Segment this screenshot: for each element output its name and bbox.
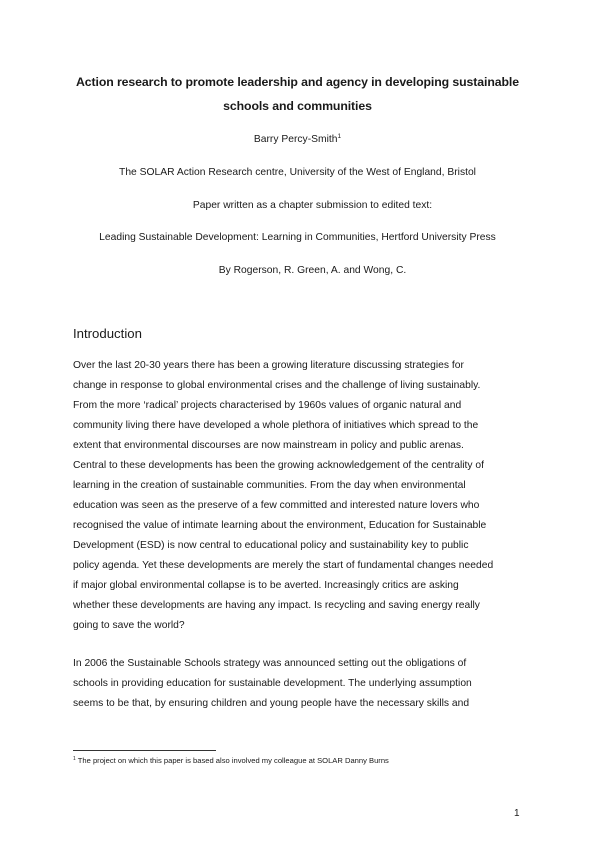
paragraph-line: From the more ‘radical’ projects characterised by 1960s values of organic natural and [73,400,462,411]
paragraph-line: Over the last 20-30 years there has been a growing literature discussing strategies for [73,360,464,371]
author-footnote-marker: 1 [337,133,342,140]
author-line [50,133,545,147]
author-name: Barry Percy-Smith [253,134,338,145]
footnote-marker: 1 [73,756,76,762]
paper-title [60,70,535,118]
paragraph-line: Central to these developments has been the growing acknowledgement of the centrality of [73,460,484,471]
paragraph-line: going to save the world? [73,620,185,631]
paragraph-line: recognised the value of intimate learning about the environment, Education for Sustainable [73,520,487,531]
paragraph-line: In 2006 the Sustainable Schools strategy was announced setting out the obligations of [73,658,467,669]
editors-line: By Rogerson, R. Green, A. and Wong, C. [218,265,407,276]
paragraph-line: education was seen as the preserve of a few committed and interested nature lovers who [73,500,480,511]
section-heading: Introduction [73,326,142,341]
paragraph-line: policy agenda. Yet these developments are merely the start of fundamental changes needed [73,560,494,571]
paragraph-line: if major global environmental collapse is to be averted. Increasingly critics are asking [73,580,459,591]
paragraph-line: extent that environmental discourses are now mainstream in policy and public arenas. [73,440,464,451]
submission-note: Paper written as a chapter submission to edited text: [192,200,433,211]
paragraph-line: learning in the creation of sustainable communities. From the day when environmental [73,480,466,491]
body-paragraph-1 [73,356,533,636]
footnote [73,756,389,766]
body-paragraph-2 [73,654,533,714]
title-line-2: schools and communities [223,99,372,113]
paragraph-line: schools in providing education for sustainable development. The underlying assumption [73,678,472,689]
affiliation: The SOLAR Action Research centre, University of the West of England, Bristol [119,167,476,178]
paragraph-line: whether these developments are having any impact. Is recycling and saving energy really [73,600,480,611]
footnote-divider [73,750,216,751]
page-number: 1 [514,808,520,819]
book-title: Leading Sustainable Development: Learning in Communities, Hertford University Press [99,232,496,243]
paragraph-line: Development (ESD) is now central to educational policy and sustainability key to public [73,540,469,551]
paragraph-line: community living there have developed a whole plethora of initiatives which spread to the [73,420,479,431]
footnote-text: The project on which this paper is based also involved my colleague at SOLAR Danny Burns [77,756,389,765]
title-line-1: Action research to promote leadership and agency in developing sustainable [76,75,519,89]
paragraph-line: change in response to global environmental crises and the challenge of living sustainably. [73,380,481,391]
paragraph-line: seems to be that, by ensuring children and young people have the necessary skills and [73,698,470,709]
